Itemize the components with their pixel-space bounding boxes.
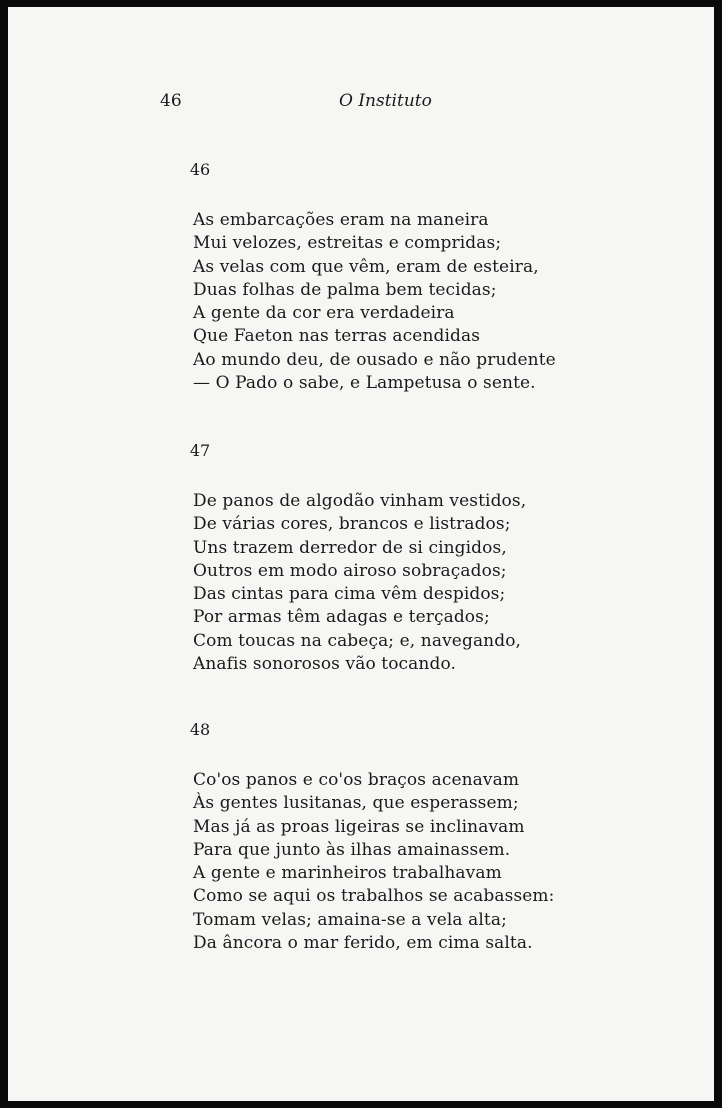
verse-line: Mui velozes, estreitas e compridas; [193, 233, 502, 254]
verse-line: Das cintas para cima vêm despidos; [193, 584, 506, 605]
verse-line: As velas com que vêm, eram de esteira, [193, 256, 539, 277]
stanza-47 [193, 490, 593, 676]
stanza-number: 46 [189, 160, 211, 179]
stanza-48 [193, 769, 593, 955]
page-number: 46 [160, 91, 182, 111]
verse-line: De panos de algodão vinham vestidos, [193, 491, 527, 511]
journal-title: O Instituto [339, 91, 432, 111]
stanza-46 [193, 209, 593, 395]
verse-line: Mas já as proas ligeiras se inclinavam [193, 816, 525, 837]
stanza-number: 47 [189, 441, 211, 460]
verse-line: Outros em modo airoso sobraçados; [193, 560, 507, 581]
verse-line: Da âncora o mar ferido, em cima salta. [193, 933, 533, 954]
stanza-number: 48 [189, 720, 211, 739]
verse-line: A gente da cor era verdadeira [193, 303, 455, 324]
verse-line: A gente e marinheiros trabalhavam [193, 863, 502, 884]
verse-line: Que Faeton nas terras acendidas [193, 326, 481, 347]
verse-line: Uns trazem derredor de si cingidos, [193, 537, 507, 558]
verse-line: De várias cores, brancos e listrados; [193, 514, 511, 535]
verse-line: Com toucas na cabeça; e, navegando, [193, 630, 522, 651]
verse-line: As embarcações eram na maneira [193, 210, 489, 230]
running-head [8, 91, 714, 115]
verse-line: Às gentes lusitanas, que esperassem; [193, 793, 519, 814]
verse-line: Tomam velas; amaina-se a vela alta; [193, 909, 507, 930]
verse-line: Para que junto às ilhas amainassem. [193, 839, 511, 860]
verse-line: Co'os panos e co'os braços acenavam [193, 770, 520, 790]
book-page [8, 7, 714, 1101]
verse-line: Como se aqui os trabalhos se acabassem: [193, 886, 555, 907]
verse-line: Anafis sonorosos vão tocando. [193, 654, 456, 675]
verse-line: Ao mundo deu, de ousado e não prudente [193, 349, 556, 370]
verse-line: Por armas têm adagas e terçados; [193, 607, 490, 628]
verse-line: — O Pado o sabe, e Lampetusa o sente. [193, 373, 536, 394]
verse-line: Duas folhas de palma bem tecidas; [193, 279, 497, 300]
